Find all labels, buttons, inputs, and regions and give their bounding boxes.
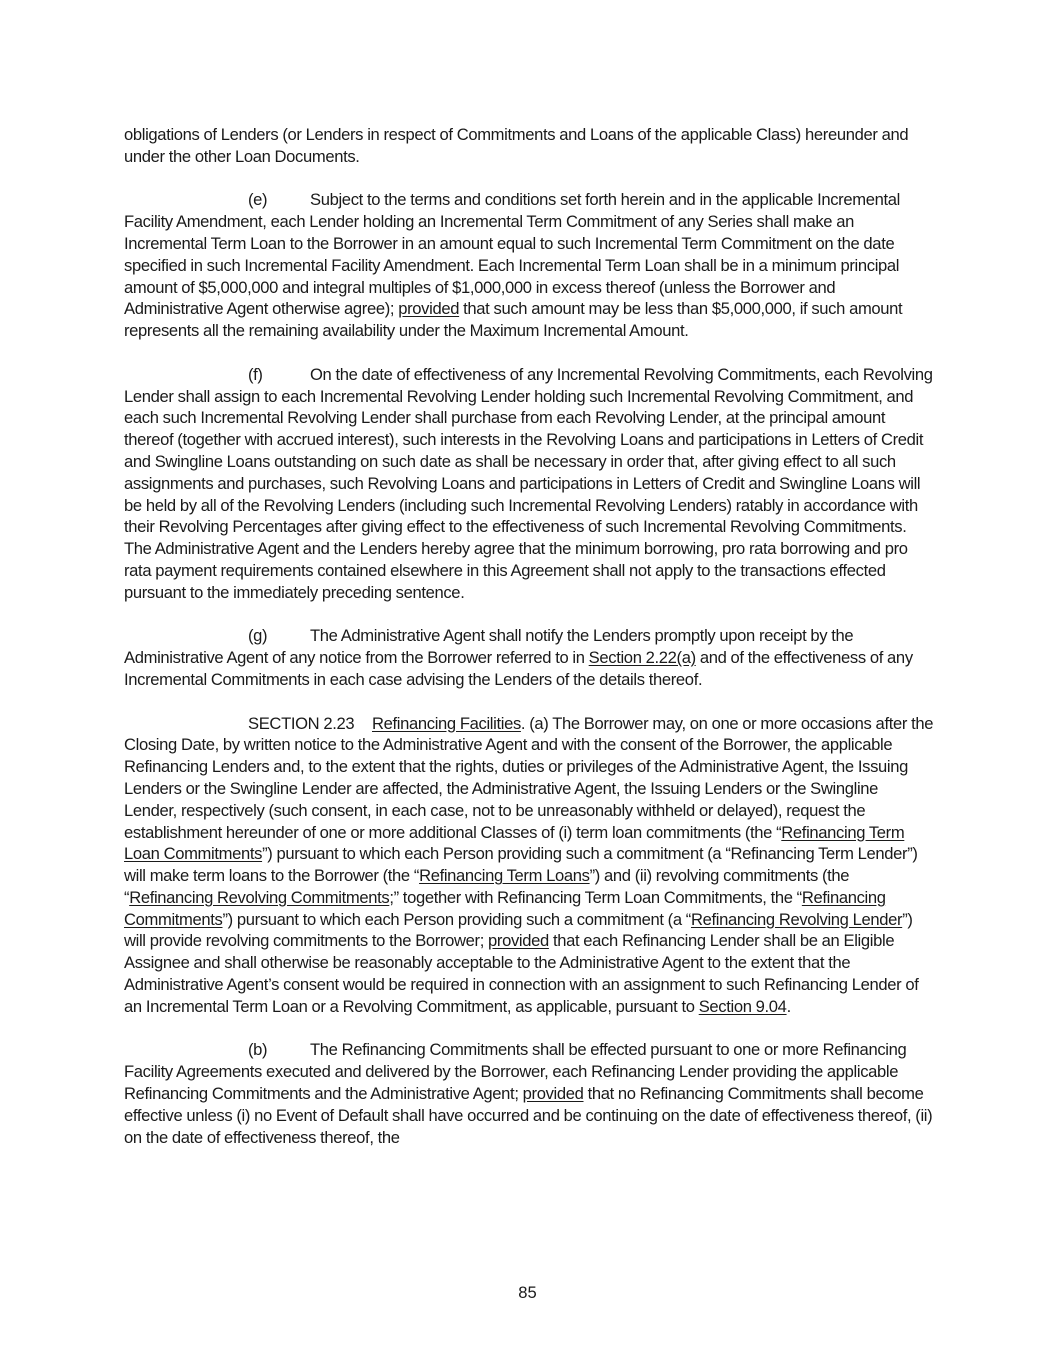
section-heading: Refinancing Facilities	[372, 713, 521, 733]
provided-term: provided	[398, 299, 460, 319]
document-page	[124, 124, 934, 1170]
clause-marker-f: (f)	[248, 364, 263, 384]
paragraph-b: (b) The Refinancing Commitments shall be effected pursuant to one or more Refinancing Facility Agreements executed and delivered by the Borrower, each Refinancing Lender providing the applicable Refinancing Commitments and the Administrative Agent; provided that no Refinancing Commitments shall become effective unless (i) no Event of Default shall have occurred and be continuing on the date of effectiveness thereof, (ii) on the date of effectiveness thereof, the	[124, 1040, 933, 1147]
clause-marker-e: (e)	[248, 190, 268, 210]
provided-term: provided	[488, 931, 549, 951]
clause-marker-g: (g)	[248, 626, 268, 646]
defined-term-refinancing-revolving-commitments: Refinancing Revolving Commitments	[129, 887, 390, 907]
section-reference-9-04: Section 9.04	[698, 996, 787, 1016]
paragraph-e: (e) Subject to the terms and conditions set forth herein and in the applicable Incremental Facility Amendment, each Lender holding an Incremental Term Commitment of any Series shall make an Incremental Term Loan to the Borrower in an amount equal to such Incremental Term Commitment on the date specified in such Incremental Facility Amendment. Each Incremental Term Loan shall be in a minimum principal amount of $5,000,000 and integral multiples of $1,000,000 in excess thereof (unless the Borrower and Administrative Agent otherwise agree); provided that such amount may be less than $5,000,000, if such amount represents all the remaining availability under the Maximum Incremental Amount.	[124, 190, 903, 341]
paragraph-g: (g) The Administrative Agent shall notify the Lenders promptly upon receipt by the Administrative Agent of any notice from the Borrower referred to in Section 2.22(a) and of the effectiveness of any Incremental Commitments in each case advising the Lenders of the details thereof.	[124, 626, 913, 689]
defined-term-refinancing-commitments: Refinancing Commitments	[124, 887, 886, 929]
page-number: 85	[518, 1283, 537, 1302]
paragraph-section-2-23: SECTION 2.23 Refinancing Facilities. (a) The Borrower may, on one or more occasions after the Closing Date, by written notice to the Administrative Agent and with the consent of the Borrower, the applicable Refinancing Lenders and, to the extent that the rights, duties or privileges of the Administrative Agent, the Issuing Lenders or the Swingline Lender are affected, the Administrative Agent, the Issuing Lenders or the Swingline Lender, respectively (such consent, in each case, not to be unreasonably withheld or delayed), request the establishment hereunder of one or more additional Classes of (i) term loan commitments (the “Refinancing Term Loan Commitments”) pursuant to which each Person providing such a commitment (a “Refinancing Term Lender”) will make term loans to the Borrower (the “Refinancing Term Loans”) and (ii) revolving commitments (the “Refinancing Revolving Commitments;” together with Refinancing Term Loan Commitments, the “Refinancing Commitments”) pursuant to which each Person providing such a commitment (a “Refinancing Revolving Lender”) will provide revolving commitments to the Borrower; provided that each Refinancing Lender shall be an Eligible Assignee and shall otherwise be reasonably acceptable to the Administrative Agent to the extent that the Administrative Agent’s consent would be required in connection with an assignment to such Refinancing Lender of an Incremental Term Loan or a Revolving Commitment, as applicable, pursuant to Section 9.04.	[124, 713, 934, 1016]
paragraph-obligations: obligations of Lenders (or Lenders in respect of Commitments and Loans of the applicable Class) hereunder and under the other Loan Documents.	[124, 125, 909, 166]
defined-term-refinancing-revolving-lender: Refinancing Revolving Lender	[690, 909, 903, 929]
paragraph-f: (f) On the date of effectiveness of any Incremental Revolving Commitments, each Revolving Lender shall assign to each Incremental Revolving Lender holding such Incremental Revolving Commitment, and each such Incremental Revolving Lender shall purchase from each Revolving Lender, at the principal amount thereof (together with accrued interest), such interests in the Revolving Loans and participations in Letters of Credit and Swingline Loans outstanding on such date as shall be necessary in order that, after giving effect to all such assignments and purchases, such Revolving Loans and participations in Letters of Credit and Swingline Loans will be held by all of the Revolving Lenders (including such Incremental Revolving Lenders) ratably in accordance with their Revolving Percentages after giving effect to the effectiveness of such Incremental Revolving Commitments. The Administrative Agent and the Lenders hereby agree that the minimum borrowing, pro rata borrowing and pro rata payment requirements contained elsewhere in this Agreement shall not apply to the transactions effected pursuant to the immediately preceding sentence.	[124, 364, 933, 602]
section-reference-2-22a: Section 2.22(a)	[588, 648, 696, 668]
clause-marker-b: (b)	[248, 1040, 268, 1060]
defined-term-refinancing-term-loans: Refinancing Term Loans	[419, 866, 590, 886]
defined-term-refinancing-term-loan-commitments: Refinancing Term Loan Commitments	[124, 822, 905, 864]
provided-term: provided	[522, 1084, 584, 1104]
section-number: SECTION 2.23	[248, 713, 355, 733]
